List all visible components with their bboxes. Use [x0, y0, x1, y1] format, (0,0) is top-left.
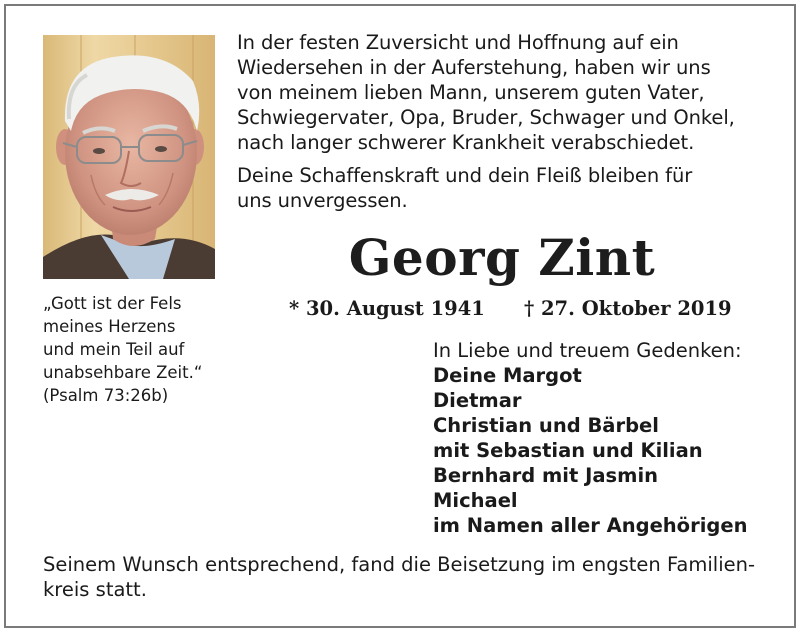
bible-quote [43, 292, 233, 407]
deceased-name: Georg Zint [348, 228, 656, 287]
funeral-note-line: Seinem Wunsch entsprechend, fand die Beisetzung im engsten Familien- [43, 553, 756, 576]
funeral-note-line: kreis statt. [43, 578, 147, 601]
portrait-photo [43, 35, 215, 279]
death-date: † 27. Oktober 2019 [524, 297, 732, 320]
mourner-name: Deine Margot [433, 364, 582, 387]
tribute-line: uns unvergessen. [237, 189, 408, 212]
mourner-name: im Namen aller Angehörigen [433, 514, 748, 537]
mourner-name: Christian und Bärbel [433, 414, 659, 437]
quote-source: (Psalm 73:26b) [43, 386, 169, 405]
quote-line: meines Herzens [43, 317, 176, 336]
mourners-intro: In Liebe und treuem Gedenken: [433, 339, 742, 362]
intro-line: von meinem lieben Mann, unserem guten Vater, [237, 81, 705, 104]
intro-line: Schwiegervater, Opa, Bruder, Schwager und Onkel, [237, 106, 735, 129]
portrait-photo-image [43, 35, 215, 279]
mourners-block [433, 338, 773, 538]
funeral-note [43, 552, 763, 602]
quote-line: und mein Teil auf [43, 340, 185, 359]
mourners-names [433, 363, 773, 538]
tribute-line: Deine Schaffenskraft und dein Fleiß bleiben für [237, 164, 693, 187]
intro-line: In der festen Zuversicht und Hoffnung auf ein [237, 31, 679, 54]
intro-line: Wiedersehen in der Auferstehung, haben wir uns [237, 56, 711, 79]
intro-text [237, 30, 777, 213]
mourner-name: Bernhard mit Jasmin [433, 464, 659, 487]
birth-date: * 30. August 1941 [289, 297, 485, 320]
quote-line: „Gott ist der Fels [43, 294, 182, 313]
mourner-name: mit Sebastian und Kilian [433, 439, 703, 462]
intro-line: nach langer schwerer Krankheit verabschiedet. [237, 131, 695, 154]
mourner-name: Dietmar [433, 389, 522, 412]
quote-line: unabsehbare Zeit.“ [43, 363, 203, 382]
mourner-name: Michael [433, 489, 518, 512]
